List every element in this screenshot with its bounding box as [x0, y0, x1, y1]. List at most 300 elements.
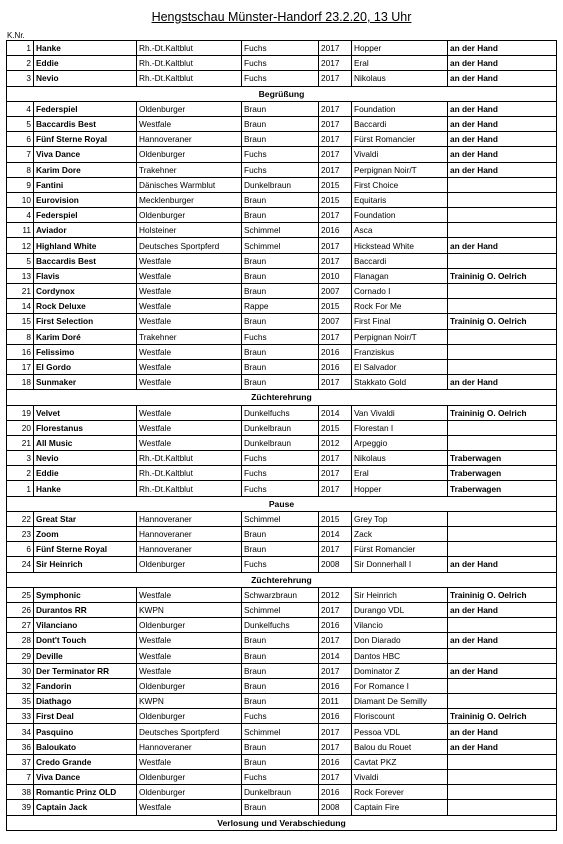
breed-cell: Westfale	[137, 359, 242, 374]
table-row	[7, 405, 557, 420]
birth-year-cell: 2015	[319, 511, 352, 526]
coat-color-cell: Braun	[242, 344, 319, 359]
horse-name-cell: Hanke	[34, 481, 137, 496]
breed-cell: Westfale	[137, 375, 242, 390]
breed-cell: Westfale	[137, 633, 242, 648]
catalog-number-cell: 7	[7, 147, 34, 162]
coat-color-cell: Dunkelbraun	[242, 785, 319, 800]
coat-color-cell: Schimmel	[242, 223, 319, 238]
horse-name-cell: Pasquino	[34, 724, 137, 739]
note-cell: an der Hand	[448, 633, 557, 648]
sire-cell: Nikolaus	[352, 451, 448, 466]
table-row	[7, 375, 557, 390]
breed-cell: Rh.-Dt.Kaltblut	[137, 481, 242, 496]
birth-year-cell: 2017	[319, 101, 352, 116]
note-cell	[448, 299, 557, 314]
horse-name-cell: Eddie	[34, 466, 137, 481]
breed-cell: Westfale	[137, 800, 242, 815]
sire-cell: Rock For Me	[352, 299, 448, 314]
birth-year-cell: 2008	[319, 557, 352, 572]
table-row	[7, 618, 557, 633]
breed-cell: Deutsches Sportpferd	[137, 238, 242, 253]
table-row	[7, 132, 557, 147]
catalog-number-cell: 28	[7, 633, 34, 648]
note-cell: Traininig O. Oelrich	[448, 587, 557, 602]
coat-color-cell: Fuchs	[242, 770, 319, 785]
section-label: Verlosung und Verabschiedung	[7, 815, 557, 830]
table-row	[7, 192, 557, 207]
sire-cell: Dantos HBC	[352, 648, 448, 663]
horse-name-cell: Karim Dore	[34, 162, 137, 177]
horse-name-cell: First Selection	[34, 314, 137, 329]
coat-color-cell: Braun	[242, 132, 319, 147]
breed-cell: Oldenburger	[137, 101, 242, 116]
horse-name-cell: Nevio	[34, 71, 137, 86]
birth-year-cell: 2017	[319, 739, 352, 754]
sire-cell: Vivaldi	[352, 770, 448, 785]
catalog-number-cell: 4	[7, 208, 34, 223]
birth-year-cell: 2007	[319, 284, 352, 299]
horse-name-cell: Baccardis Best	[34, 253, 137, 268]
sire-cell: Asca	[352, 223, 448, 238]
catalog-number-cell: 2	[7, 56, 34, 71]
coat-color-cell: Fuchs	[242, 71, 319, 86]
breed-cell: Westfale	[137, 116, 242, 131]
coat-color-cell: Schimmel	[242, 238, 319, 253]
note-cell: an der Hand	[448, 238, 557, 253]
birth-year-cell: 2015	[319, 192, 352, 207]
catalog-number-cell: 21	[7, 435, 34, 450]
birth-year-cell: 2017	[319, 132, 352, 147]
birth-year-cell: 2017	[319, 375, 352, 390]
horse-name-cell: Aviador	[34, 223, 137, 238]
catalog-number-cell: 21	[7, 284, 34, 299]
breed-cell: Trakehner	[137, 162, 242, 177]
table-row	[7, 754, 557, 769]
birth-year-cell: 2016	[319, 678, 352, 693]
birth-year-cell: 2016	[319, 223, 352, 238]
catalog-number-cell: 6	[7, 542, 34, 557]
coat-color-cell: Fuchs	[242, 147, 319, 162]
coat-color-cell: Braun	[242, 101, 319, 116]
coat-color-cell: Braun	[242, 663, 319, 678]
breed-cell: Westfale	[137, 663, 242, 678]
note-cell	[448, 253, 557, 268]
sire-cell: El Salvador	[352, 359, 448, 374]
table-row	[7, 359, 557, 374]
coat-color-cell: Fuchs	[242, 329, 319, 344]
horse-name-cell: Dont't Touch	[34, 633, 137, 648]
breed-cell: Westfale	[137, 299, 242, 314]
horse-name-cell: El Gordo	[34, 359, 137, 374]
note-cell: Traberwagen	[448, 466, 557, 481]
horse-name-cell: Captain Jack	[34, 800, 137, 815]
sire-cell: Foundation	[352, 208, 448, 223]
birth-year-cell: 2017	[319, 633, 352, 648]
breed-cell: Oldenburger	[137, 208, 242, 223]
note-cell	[448, 785, 557, 800]
section-label: Begrüßung	[7, 86, 557, 101]
catalog-number-cell: 17	[7, 359, 34, 374]
coat-color-cell: Schimmel	[242, 511, 319, 526]
coat-color-cell: Schimmel	[242, 724, 319, 739]
horse-name-cell: Sir Heinrich	[34, 557, 137, 572]
sire-cell: Sir Heinrich	[352, 587, 448, 602]
coat-color-cell: Braun	[242, 268, 319, 283]
breed-cell: Oldenburger	[137, 618, 242, 633]
katalog-nr-label: K.Nr.	[7, 31, 25, 40]
horse-name-cell: Romantic Prinz OLD	[34, 785, 137, 800]
catalog-number-cell: 8	[7, 329, 34, 344]
table-row	[7, 602, 557, 617]
coat-color-cell: Braun	[242, 375, 319, 390]
breed-cell: Rh.-Dt.Kaltblut	[137, 71, 242, 86]
breed-cell: Hannoveraner	[137, 527, 242, 542]
sire-cell: Don Diarado	[352, 633, 448, 648]
sire-cell: Baccardi	[352, 116, 448, 131]
section-label: Züchterehrung	[7, 572, 557, 587]
coat-color-cell: Fuchs	[242, 41, 319, 56]
table-row	[7, 542, 557, 557]
birth-year-cell: 2017	[319, 602, 352, 617]
coat-color-cell: Dunkelbraun	[242, 420, 319, 435]
horse-name-cell: Nevio	[34, 451, 137, 466]
table-row	[7, 785, 557, 800]
coat-color-cell: Fuchs	[242, 162, 319, 177]
table-row	[7, 800, 557, 815]
table-row	[7, 329, 557, 344]
coat-color-cell: Braun	[242, 116, 319, 131]
birth-year-cell: 2017	[319, 147, 352, 162]
horse-name-cell: Sunmaker	[34, 375, 137, 390]
sire-cell: Fürst Romancier	[352, 132, 448, 147]
birth-year-cell: 2017	[319, 71, 352, 86]
breed-cell: Oldenburger	[137, 678, 242, 693]
table-row	[7, 162, 557, 177]
horse-name-cell: Flavis	[34, 268, 137, 283]
coat-color-cell: Rappe	[242, 299, 319, 314]
table-row	[7, 177, 557, 192]
catalog-number-cell: 29	[7, 648, 34, 663]
horse-name-cell: Karim Doré	[34, 329, 137, 344]
table-row	[7, 116, 557, 131]
catalog-number-cell: 1	[7, 481, 34, 496]
note-cell	[448, 359, 557, 374]
catalog-number-cell: 1	[7, 41, 34, 56]
note-cell	[448, 329, 557, 344]
table-row	[7, 451, 557, 466]
coat-color-cell: Braun	[242, 192, 319, 207]
breed-cell: Oldenburger	[137, 709, 242, 724]
table-row	[7, 663, 557, 678]
breed-cell: Oldenburger	[137, 557, 242, 572]
birth-year-cell: 2016	[319, 359, 352, 374]
birth-year-cell: 2012	[319, 435, 352, 450]
section-row	[7, 86, 557, 101]
note-cell	[448, 344, 557, 359]
note-cell: an der Hand	[448, 132, 557, 147]
birth-year-cell: 2016	[319, 754, 352, 769]
horse-name-cell: Durantos RR	[34, 602, 137, 617]
table-row	[7, 694, 557, 709]
breed-cell: Westfale	[137, 405, 242, 420]
note-cell: an der Hand	[448, 724, 557, 739]
horse-name-cell: Eurovision	[34, 192, 137, 207]
table-row	[7, 420, 557, 435]
horse-name-cell: Zoom	[34, 527, 137, 542]
sire-cell: Stakkato Gold	[352, 375, 448, 390]
birth-year-cell: 2010	[319, 268, 352, 283]
breed-cell: Oldenburger	[137, 785, 242, 800]
note-cell: Traininig O. Oelrich	[448, 709, 557, 724]
note-cell: an der Hand	[448, 602, 557, 617]
note-cell	[448, 648, 557, 663]
horse-name-cell: Rock Deluxe	[34, 299, 137, 314]
note-cell: an der Hand	[448, 375, 557, 390]
coat-color-cell: Braun	[242, 678, 319, 693]
table-row	[7, 466, 557, 481]
sire-cell: For Romance I	[352, 678, 448, 693]
section-row	[7, 572, 557, 587]
birth-year-cell: 2017	[319, 162, 352, 177]
birth-year-cell: 2017	[319, 56, 352, 71]
table-row	[7, 314, 557, 329]
catalog-number-cell: 6	[7, 132, 34, 147]
sire-cell: Floriscount	[352, 709, 448, 724]
birth-year-cell: 2017	[319, 770, 352, 785]
note-cell: Traininig O. Oelrich	[448, 268, 557, 283]
birth-year-cell: 2017	[319, 329, 352, 344]
breed-cell: KWPN	[137, 602, 242, 617]
horse-name-cell: Cordynox	[34, 284, 137, 299]
breed-cell: Hannoveraner	[137, 739, 242, 754]
sire-cell: Florestan I	[352, 420, 448, 435]
table-row	[7, 344, 557, 359]
sire-cell: Equitaris	[352, 192, 448, 207]
sire-cell: Perpignan Noir/T	[352, 329, 448, 344]
birth-year-cell: 2017	[319, 466, 352, 481]
breed-cell: Rh.-Dt.Kaltblut	[137, 466, 242, 481]
coat-color-cell: Fuchs	[242, 466, 319, 481]
horse-name-cell: Federspiel	[34, 101, 137, 116]
table-row	[7, 511, 557, 526]
breed-cell: Oldenburger	[137, 147, 242, 162]
sire-cell: Hickstead White	[352, 238, 448, 253]
sire-cell: Van Vivaldi	[352, 405, 448, 420]
breed-cell: Westfale	[137, 284, 242, 299]
section-label: Pause	[7, 496, 557, 511]
sire-cell: Balou du Rouet	[352, 739, 448, 754]
breed-cell: Deutsches Sportpferd	[137, 724, 242, 739]
note-cell	[448, 694, 557, 709]
table-row	[7, 709, 557, 724]
catalog-number-cell: 14	[7, 299, 34, 314]
breed-cell: Westfale	[137, 268, 242, 283]
coat-color-cell: Braun	[242, 633, 319, 648]
sire-cell: Hopper	[352, 41, 448, 56]
note-cell	[448, 542, 557, 557]
birth-year-cell: 2017	[319, 663, 352, 678]
sire-cell: Cornado I	[352, 284, 448, 299]
coat-color-cell: Braun	[242, 314, 319, 329]
coat-color-cell: Schwarzbraun	[242, 587, 319, 602]
breed-cell: Westfale	[137, 754, 242, 769]
table-row	[7, 268, 557, 283]
catalog-number-cell: 39	[7, 800, 34, 815]
note-cell: an der Hand	[448, 147, 557, 162]
note-cell: an der Hand	[448, 557, 557, 572]
catalog-number-cell: 38	[7, 785, 34, 800]
table-row	[7, 299, 557, 314]
sire-cell: Vilancio	[352, 618, 448, 633]
table-row	[7, 56, 557, 71]
note-cell	[448, 527, 557, 542]
catalog-number-cell: 5	[7, 253, 34, 268]
table-row	[7, 284, 557, 299]
horse-name-cell: First Deal	[34, 709, 137, 724]
table-row	[7, 41, 557, 56]
coat-color-cell: Braun	[242, 359, 319, 374]
catalog-number-cell: 19	[7, 405, 34, 420]
coat-color-cell: Dunkelfuchs	[242, 405, 319, 420]
note-cell: Traininig O. Oelrich	[448, 314, 557, 329]
note-cell	[448, 618, 557, 633]
table-row	[7, 71, 557, 86]
catalog-number-cell: 7	[7, 770, 34, 785]
horse-name-cell: Diathago	[34, 694, 137, 709]
catalog-number-cell: 35	[7, 694, 34, 709]
catalog-number-cell: 2	[7, 466, 34, 481]
birth-year-cell: 2016	[319, 709, 352, 724]
catalog-number-cell: 11	[7, 223, 34, 238]
section-label: Züchterehrung	[7, 390, 557, 405]
sire-cell: Diamant De Semilly	[352, 694, 448, 709]
horse-name-cell: All Music	[34, 435, 137, 450]
catalog-number-cell: 32	[7, 678, 34, 693]
horse-name-cell: Viva Dance	[34, 770, 137, 785]
catalog-number-cell: 3	[7, 451, 34, 466]
horse-name-cell: Deville	[34, 648, 137, 663]
note-cell: an der Hand	[448, 663, 557, 678]
table-row	[7, 648, 557, 663]
horse-name-cell: Fünf Sterne Royal	[34, 132, 137, 147]
note-cell	[448, 511, 557, 526]
sire-cell: Grey Top	[352, 511, 448, 526]
birth-year-cell: 2017	[319, 481, 352, 496]
coat-color-cell: Braun	[242, 542, 319, 557]
coat-color-cell: Fuchs	[242, 481, 319, 496]
sire-cell: Eral	[352, 56, 448, 71]
sire-cell: First Final	[352, 314, 448, 329]
catalog-number-cell: 36	[7, 739, 34, 754]
table-row	[7, 770, 557, 785]
birth-year-cell: 2017	[319, 724, 352, 739]
coat-color-cell: Braun	[242, 527, 319, 542]
note-cell	[448, 208, 557, 223]
coat-color-cell: Fuchs	[242, 709, 319, 724]
sire-cell: Arpeggio	[352, 435, 448, 450]
note-cell	[448, 754, 557, 769]
birth-year-cell: 2017	[319, 238, 352, 253]
schedule-table	[6, 40, 557, 831]
birth-year-cell: 2016	[319, 344, 352, 359]
sire-cell: Fürst Romancier	[352, 542, 448, 557]
sire-cell: Baccardi	[352, 253, 448, 268]
sire-cell: Vivaldi	[352, 147, 448, 162]
breed-cell: Rh.-Dt.Kaltblut	[137, 451, 242, 466]
catalog-number-cell: 15	[7, 314, 34, 329]
note-cell: an der Hand	[448, 56, 557, 71]
birth-year-cell: 2015	[319, 177, 352, 192]
section-row	[7, 496, 557, 511]
breed-cell: Trakehner	[137, 329, 242, 344]
sire-cell: Durango VDL	[352, 602, 448, 617]
breed-cell: Dänisches Warmblut	[137, 177, 242, 192]
breed-cell: Westfale	[137, 344, 242, 359]
horse-name-cell: Great Star	[34, 511, 137, 526]
horse-name-cell: Baloukato	[34, 739, 137, 754]
table-row	[7, 238, 557, 253]
horse-name-cell: Symphonic	[34, 587, 137, 602]
note-cell: Traberwagen	[448, 481, 557, 496]
catalog-number-cell: 10	[7, 192, 34, 207]
horse-name-cell: Felissimo	[34, 344, 137, 359]
catalog-number-cell: 20	[7, 420, 34, 435]
note-cell: an der Hand	[448, 71, 557, 86]
sire-cell: Cavtat PKZ	[352, 754, 448, 769]
sire-cell: Rock Forever	[352, 785, 448, 800]
catalog-number-cell: 22	[7, 511, 34, 526]
note-cell	[448, 800, 557, 815]
section-row	[7, 815, 557, 830]
horse-name-cell: Fünf Sterne Royal	[34, 542, 137, 557]
horse-name-cell: Credo Grande	[34, 754, 137, 769]
horse-name-cell: Vilanciano	[34, 618, 137, 633]
catalog-number-cell: 3	[7, 71, 34, 86]
note-cell	[448, 420, 557, 435]
birth-year-cell: 2017	[319, 116, 352, 131]
note-cell	[448, 678, 557, 693]
sire-cell: Sir Donnerhall I	[352, 557, 448, 572]
coat-color-cell: Braun	[242, 253, 319, 268]
breed-cell: Mecklenburger	[137, 192, 242, 207]
breed-cell: Holsteiner	[137, 223, 242, 238]
breed-cell: Westfale	[137, 435, 242, 450]
coat-color-cell: Braun	[242, 754, 319, 769]
birth-year-cell: 2012	[319, 587, 352, 602]
note-cell	[448, 177, 557, 192]
birth-year-cell: 2017	[319, 542, 352, 557]
note-cell: an der Hand	[448, 162, 557, 177]
horse-name-cell: Federspiel	[34, 208, 137, 223]
coat-color-cell: Braun	[242, 739, 319, 754]
sire-cell: Foundation	[352, 101, 448, 116]
breed-cell: Hannoveraner	[137, 511, 242, 526]
table-row	[7, 527, 557, 542]
note-cell: an der Hand	[448, 41, 557, 56]
catalog-number-cell: 23	[7, 527, 34, 542]
horse-name-cell: Hanke	[34, 41, 137, 56]
horse-name-cell: Viva Dance	[34, 147, 137, 162]
sire-cell: Dominator Z	[352, 663, 448, 678]
horse-name-cell: Florestanus	[34, 420, 137, 435]
birth-year-cell: 2016	[319, 785, 352, 800]
birth-year-cell: 2017	[319, 208, 352, 223]
note-cell: Traberwagen	[448, 451, 557, 466]
catalog-number-cell: 18	[7, 375, 34, 390]
birth-year-cell: 2011	[319, 694, 352, 709]
note-cell: an der Hand	[448, 739, 557, 754]
